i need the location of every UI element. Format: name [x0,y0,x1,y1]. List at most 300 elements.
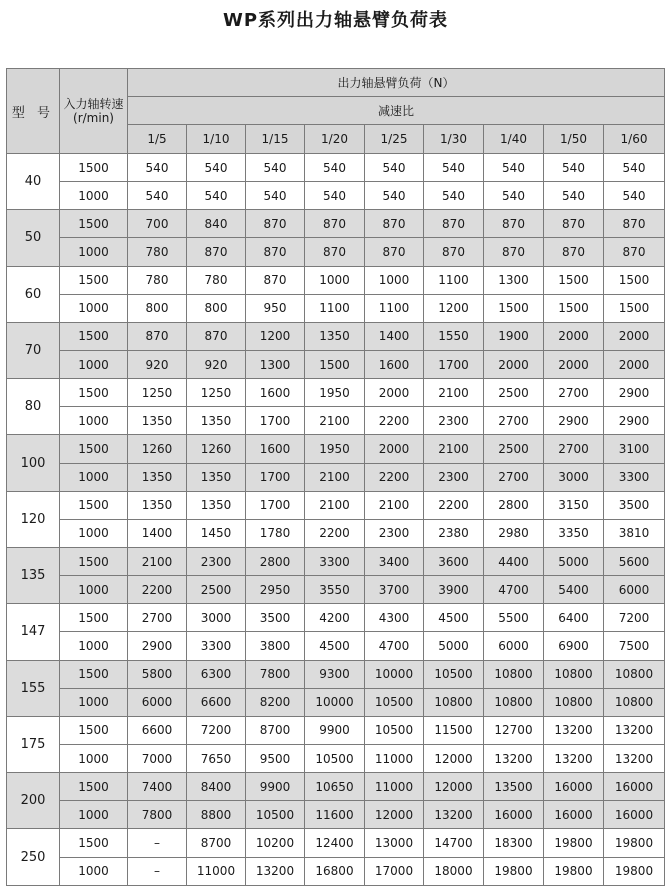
load-value-cell: 2300 [424,463,484,491]
load-value-cell: 13000 [365,829,424,857]
table-row [7,491,665,519]
load-value-cell: 3150 [544,491,604,519]
load-value-cell: 2200 [305,519,365,547]
load-value-cell: 2000 [544,322,604,350]
load-value-cell: 1350 [187,407,246,435]
load-value-cell: 2200 [365,407,424,435]
model-cell: 100 [7,435,60,491]
ratio-cell: 1/60 [604,125,665,154]
load-value-cell: 2000 [604,350,665,378]
load-value-cell: 13200 [246,857,305,885]
load-value-cell: 3300 [187,632,246,660]
load-value-cell: 540 [305,154,365,182]
ratio-cell: 1/50 [544,125,604,154]
load-value-cell: 1260 [128,435,187,463]
load-value-cell: 540 [604,154,665,182]
load-value-cell: 1100 [365,294,424,322]
load-value-cell: 2000 [604,322,665,350]
speed-cell: 1500 [60,379,128,407]
load-value-cell: 1100 [424,266,484,294]
load-value-cell: 540 [544,154,604,182]
speed-cell: 1500 [60,773,128,801]
load-value-cell: 540 [424,182,484,210]
load-value-cell: 1250 [128,379,187,407]
load-value-cell: 1780 [246,519,305,547]
load-value-cell: 2900 [544,407,604,435]
load-value-cell: 540 [604,182,665,210]
load-value-cell: 540 [305,182,365,210]
load-value-cell: 16000 [544,773,604,801]
load-value-cell: 13200 [544,716,604,744]
model-group [7,660,665,716]
load-value-cell: 540 [544,182,604,210]
speed-cell: 1500 [60,435,128,463]
load-value-cell: 870 [128,322,187,350]
model-group [7,210,665,266]
table-row [7,238,665,266]
load-value-cell: 1700 [424,350,484,378]
model-cell: 60 [7,266,60,322]
load-value-cell: 10500 [305,744,365,772]
load-value-cell: – [128,829,187,857]
load-value-cell: 1350 [187,463,246,491]
speed-cell: 1000 [60,182,128,210]
load-value-cell: 2500 [187,576,246,604]
load-value-cell: 9300 [305,660,365,688]
load-value-cell: 5400 [544,576,604,604]
load-value-cell: 3700 [365,576,424,604]
speed-cell: 1000 [60,688,128,716]
load-value-cell: 7800 [246,660,305,688]
table-row [7,576,665,604]
load-value-cell: 2000 [544,350,604,378]
load-value-cell: 1600 [246,435,305,463]
model-group [7,435,665,491]
load-value-cell: 9500 [246,744,305,772]
load-value-cell: 6600 [128,716,187,744]
load-value-cell: 3500 [604,491,665,519]
model-cell: 147 [7,604,60,660]
load-value-cell: 5600 [604,547,665,575]
load-value-cell: 2700 [484,463,544,491]
load-value-cell: 7400 [128,773,187,801]
load-value-cell: 800 [128,294,187,322]
load-value-cell: 1950 [305,435,365,463]
model-cell: 200 [7,773,60,829]
speed-cell: 1000 [60,857,128,885]
load-value-cell: 870 [246,210,305,238]
table-row [7,773,665,801]
load-value-cell: 10000 [305,688,365,716]
speed-cell: 1500 [60,491,128,519]
load-value-cell: 7000 [128,744,187,772]
model-group [7,266,665,322]
load-value-cell: 1350 [187,491,246,519]
load-value-cell: 6600 [187,688,246,716]
load-value-cell: 540 [187,154,246,182]
load-value-cell: 19800 [544,829,604,857]
model-cell: 120 [7,491,60,547]
load-value-cell: 2100 [128,547,187,575]
load-value-cell: 700 [128,210,187,238]
ratio-cell: 1/40 [484,125,544,154]
load-value-cell: 10200 [246,829,305,857]
speed-cell: 1500 [60,266,128,294]
load-value-cell: 540 [365,182,424,210]
load-value-cell: 10000 [365,660,424,688]
load-value-cell: 4300 [365,604,424,632]
load-value-cell: 780 [187,266,246,294]
load-value-cell: 1600 [246,379,305,407]
load-value-cell: 540 [484,154,544,182]
load-value-cell: 16000 [604,801,665,829]
load-value-cell: 840 [187,210,246,238]
load-value-cell: 10800 [424,688,484,716]
model-group [7,773,665,829]
load-value-cell: 9900 [305,716,365,744]
load-value-cell: 11000 [365,744,424,772]
load-value-cell: 4700 [484,576,544,604]
load-value-cell: 10800 [604,660,665,688]
model-cell: 40 [7,154,60,210]
model-group [7,829,665,885]
load-value-cell: 16000 [544,801,604,829]
load-value-cell: 4500 [424,604,484,632]
load-value-cell: 2300 [365,519,424,547]
load-value-cell: 1200 [424,294,484,322]
load-value-cell: 3350 [544,519,604,547]
load-value-cell: 1500 [484,294,544,322]
ratio-cell: 1/25 [365,125,424,154]
model-group [7,604,665,660]
model-cell: 70 [7,322,60,378]
load-value-cell: 2200 [424,491,484,519]
load-value-cell: 11500 [424,716,484,744]
load-value-cell: 870 [246,266,305,294]
load-value-cell: 12000 [365,801,424,829]
load-value-cell: 920 [187,350,246,378]
load-value-cell: 1350 [128,407,187,435]
load-value-cell: 1500 [604,294,665,322]
model-group [7,716,665,772]
load-value-cell: 10800 [484,688,544,716]
model-group [7,547,665,603]
load-value-cell: 6000 [484,632,544,660]
speed-cell: 1500 [60,604,128,632]
ratio-cell: 1/10 [187,125,246,154]
load-value-cell: 19800 [484,857,544,885]
load-value-cell: 540 [246,182,305,210]
load-value-cell: 5800 [128,660,187,688]
load-value-cell: 2000 [365,435,424,463]
load-value-cell: 3600 [424,547,484,575]
load-value-cell: 1250 [187,379,246,407]
table-row [7,322,665,350]
load-value-cell: 870 [604,238,665,266]
load-value-cell: 780 [128,238,187,266]
load-value-cell: 2100 [305,407,365,435]
load-value-cell: 2000 [484,350,544,378]
load-value-cell: 870 [246,238,305,266]
load-value-cell: 1400 [365,322,424,350]
speed-cell: 1500 [60,322,128,350]
load-value-cell: 2100 [305,491,365,519]
load-value-cell: 12000 [424,773,484,801]
load-value-cell: 2700 [128,604,187,632]
speed-header [60,69,128,154]
table-row [7,407,665,435]
model-group [7,491,665,547]
load-value-cell: 11000 [365,773,424,801]
table-row [7,266,665,294]
speed-cell: 1500 [60,210,128,238]
load-value-cell: 2500 [484,379,544,407]
load-value-cell: 16000 [484,801,544,829]
model-cell: 175 [7,716,60,772]
load-value-cell: 10650 [305,773,365,801]
load-value-cell: 2200 [365,463,424,491]
load-value-cell: 13200 [544,744,604,772]
load-value-cell: 3800 [246,632,305,660]
load-value-cell: 6400 [544,604,604,632]
load-value-cell: 13200 [604,716,665,744]
load-value-cell: 10800 [604,688,665,716]
speed-cell: 1500 [60,547,128,575]
load-value-cell: 2100 [365,491,424,519]
load-value-cell: 10500 [424,660,484,688]
speed-cell: 1500 [60,660,128,688]
load-value-cell: 5500 [484,604,544,632]
load-value-cell: 540 [128,182,187,210]
load-value-cell: 540 [128,154,187,182]
speed-cell: 1000 [60,463,128,491]
load-value-cell: 1500 [544,266,604,294]
speed-cell: 1000 [60,238,128,266]
load-value-cell: 1700 [246,407,305,435]
table-row [7,154,665,182]
load-value-cell: 1500 [544,294,604,322]
load-value-cell: 3300 [305,547,365,575]
table-row [7,801,665,829]
speed-cell: 1000 [60,632,128,660]
load-value-cell: 1700 [246,463,305,491]
load-value-cell: 12400 [305,829,365,857]
load-value-cell: 950 [246,294,305,322]
load-value-cell: 870 [305,210,365,238]
load-value-cell: 1000 [305,266,365,294]
load-value-cell: 870 [424,238,484,266]
load-value-cell: 4700 [365,632,424,660]
load-value-cell: 870 [187,322,246,350]
ratio-header: 减速比 [128,97,665,125]
load-value-cell: 3300 [604,463,665,491]
load-value-cell: 2300 [187,547,246,575]
page-title: WP系列出力轴悬臂负荷表 [222,10,449,31]
table-row [7,688,665,716]
load-value-cell: 1550 [424,322,484,350]
load-value-cell: 870 [365,210,424,238]
load-value-cell: 540 [484,182,544,210]
model-cell: 135 [7,547,60,603]
load-value-cell: 1350 [128,491,187,519]
load-value-cell: 10500 [246,801,305,829]
load-value-cell: 18300 [484,829,544,857]
load-value-cell: 3400 [365,547,424,575]
speed-header-unit: (r/min) [73,111,114,125]
table-row [7,829,665,857]
load-value-cell: 10500 [365,716,424,744]
load-value-cell: 1350 [128,463,187,491]
load-value-cell: 19800 [604,829,665,857]
speed-cell: 1000 [60,407,128,435]
speed-cell: 1000 [60,294,128,322]
load-header: 出力轴悬臂负荷（N） [128,69,665,97]
load-value-cell: 1200 [246,322,305,350]
load-value-cell: 2900 [128,632,187,660]
load-value-cell: 17000 [365,857,424,885]
speed-cell: 1000 [60,519,128,547]
table-row [7,660,665,688]
load-value-cell: 7800 [128,801,187,829]
load-value-cell: 11000 [187,857,246,885]
load-value-cell: 870 [604,210,665,238]
table-row [7,519,665,547]
load-value-cell: 13200 [424,801,484,829]
load-value-cell: 870 [544,238,604,266]
load-value-cell: 870 [484,238,544,266]
load-value-cell: 1260 [187,435,246,463]
load-value-cell: 10500 [365,688,424,716]
load-value-cell: 18000 [424,857,484,885]
load-value-cell: 6900 [544,632,604,660]
load-value-cell: 4200 [305,604,365,632]
load-value-cell: 8800 [187,801,246,829]
table-row [7,547,665,575]
load-value-cell: 2700 [544,379,604,407]
load-value-cell: 540 [187,182,246,210]
model-group [7,379,665,435]
load-value-cell: 9900 [246,773,305,801]
load-value-cell: 1400 [128,519,187,547]
speed-cell: 1000 [60,350,128,378]
load-value-cell: 1300 [484,266,544,294]
speed-cell: 1000 [60,744,128,772]
load-value-cell: 6000 [604,576,665,604]
load-value-cell: 3100 [604,435,665,463]
load-value-cell: 2380 [424,519,484,547]
load-value-cell: 1700 [246,491,305,519]
model-group [7,322,665,378]
load-value-cell: 13200 [604,744,665,772]
load-value-cell: 3810 [604,519,665,547]
model-cell: 80 [7,379,60,435]
load-value-cell: 19800 [544,857,604,885]
ratio-cell: 1/15 [246,125,305,154]
load-value-cell: 11600 [305,801,365,829]
load-value-cell: 8200 [246,688,305,716]
load-value-cell: 1100 [305,294,365,322]
ratio-cell: 1/30 [424,125,484,154]
load-value-cell: 8700 [246,716,305,744]
load-value-cell: 14700 [424,829,484,857]
load-value-cell: 10800 [484,660,544,688]
load-value-cell: 920 [128,350,187,378]
table-row [7,857,665,885]
load-value-cell: 3900 [424,576,484,604]
model-cell: 50 [7,210,60,266]
table-row [7,350,665,378]
load-value-cell: 2980 [484,519,544,547]
load-value-cell: 3000 [187,604,246,632]
speed-header-label: 入力轴转速 [63,97,124,111]
table-row [7,294,665,322]
load-value-cell: 2500 [484,435,544,463]
load-value-cell: – [128,857,187,885]
load-value-cell: 8400 [187,773,246,801]
load-value-cell: 19800 [604,857,665,885]
load-value-cell: 540 [424,154,484,182]
load-value-cell: 16800 [305,857,365,885]
ratio-cell: 1/20 [305,125,365,154]
load-value-cell: 16000 [604,773,665,801]
load-value-cell: 13500 [484,773,544,801]
model-cell: 250 [7,829,60,885]
load-value-cell: 1500 [604,266,665,294]
table-row [7,210,665,238]
load-value-cell: 1950 [305,379,365,407]
table-row [7,435,665,463]
load-value-cell: 6300 [187,660,246,688]
load-value-cell: 2700 [484,407,544,435]
model-header: 型 号 [7,69,60,154]
load-value-cell: 2100 [305,463,365,491]
table-row [7,379,665,407]
load-value-cell: 2300 [424,407,484,435]
load-value-cell: 5000 [544,547,604,575]
load-value-cell: 10800 [544,660,604,688]
load-value-cell: 1900 [484,322,544,350]
load-value-cell: 4500 [305,632,365,660]
load-value-cell: 2950 [246,576,305,604]
load-value-cell: 4400 [484,547,544,575]
load-value-cell: 1350 [305,322,365,350]
load-value-cell: 8700 [187,829,246,857]
model-group [7,154,665,210]
model-cell: 155 [7,660,60,716]
load-value-cell: 2900 [604,379,665,407]
table-row [7,604,665,632]
table-row [7,632,665,660]
load-value-cell: 12700 [484,716,544,744]
load-value-cell: 1500 [305,350,365,378]
load-value-cell: 3500 [246,604,305,632]
load-value-cell: 870 [424,210,484,238]
load-value-cell: 3550 [305,576,365,604]
load-value-cell: 540 [365,154,424,182]
load-value-cell: 7500 [604,632,665,660]
load-value-cell: 870 [484,210,544,238]
load-value-cell: 2000 [365,379,424,407]
speed-cell: 1000 [60,801,128,829]
load-value-cell: 780 [128,266,187,294]
load-value-cell: 2800 [484,491,544,519]
ratio-cell: 1/5 [128,125,187,154]
load-value-cell: 2900 [604,407,665,435]
load-value-cell: 5000 [424,632,484,660]
speed-cell: 1000 [60,576,128,604]
load-value-cell: 2700 [544,435,604,463]
load-value-cell: 7200 [604,604,665,632]
